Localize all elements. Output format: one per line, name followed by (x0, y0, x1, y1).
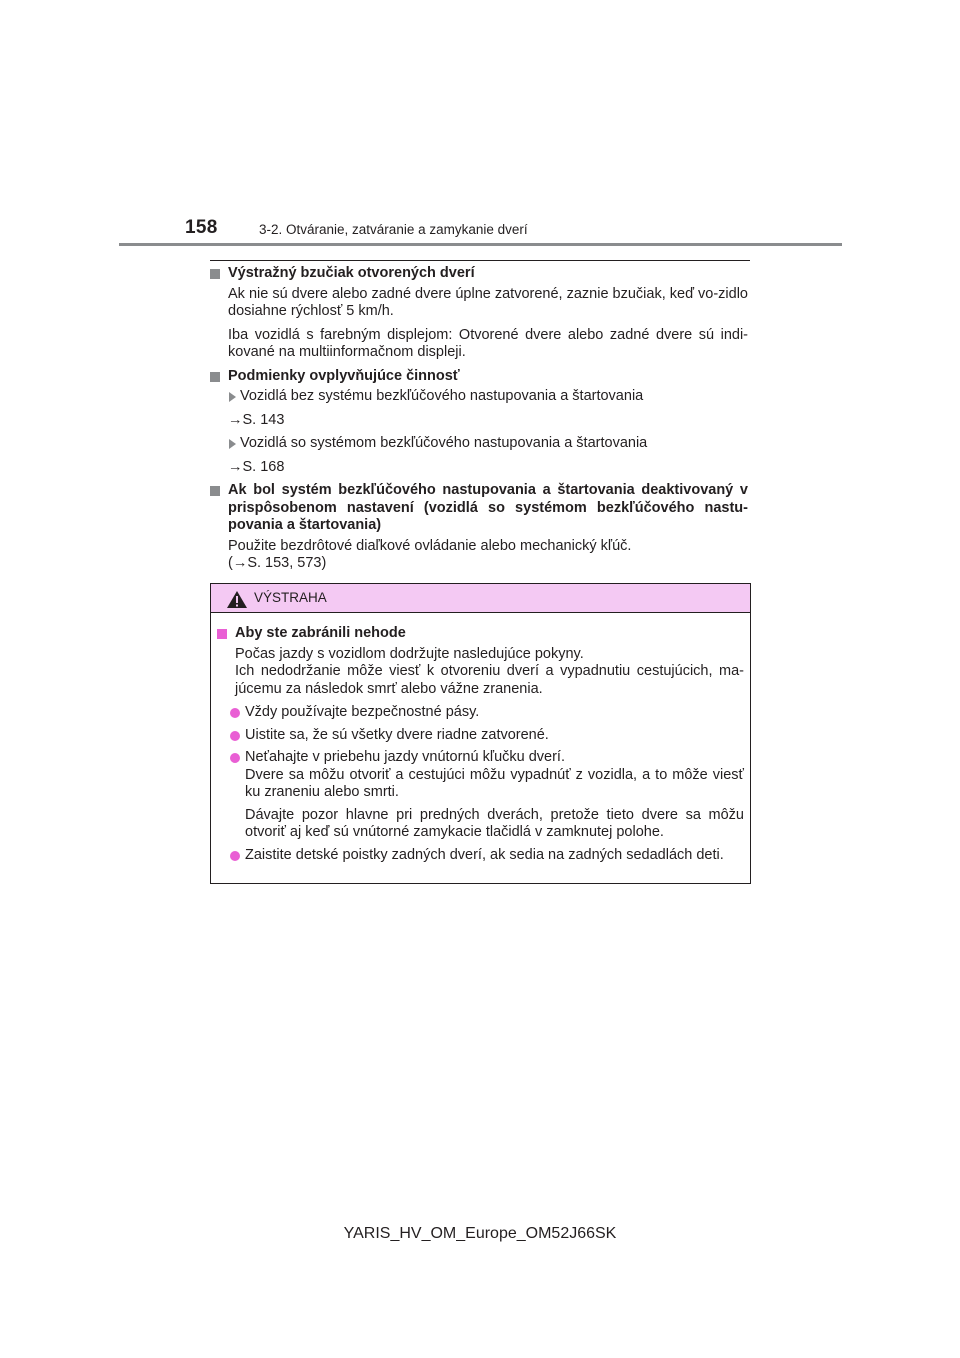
circle-bullet-icon (230, 731, 240, 741)
list-item: Neťahajte v priebehu jazdy vnútornú kľučku dverí. Dvere sa môžu otvoriť a cestujúci môžu vypadnúť z vozidla, a to môže viesť ku zraneniu alebo smrti. Dávajte pozor hlavne pri predných dverách, pretože tieto dvere sa môžu otvoriť aj keď sú vnútorné zamykacie tlačidlá v zamknutej polohe. (229, 749, 744, 842)
page-reference: →S. 143 (228, 411, 285, 428)
warning-intro: Počas jazdy s vozidlom dodržujte nasledujúce pokyny. Ich nedodržanie môže viesť k otvoreniu dverí a vypadnutiu cestujúcich, ma-júcemu za následok smrť alebo vážne zranenia. (235, 645, 744, 697)
square-bullet-icon (210, 372, 220, 382)
section-buzzer (210, 265, 748, 362)
list-item: Zaistite detské poistky zadných dverí, ak sedia na zadných sedadlách deti. (229, 847, 744, 865)
circle-bullet-icon (230, 708, 240, 718)
top-rule (210, 260, 750, 261)
main-content (210, 265, 748, 579)
list-item: Vozidlá so systémom bezkľúčového nastupovania a štartovania (228, 435, 748, 453)
square-bullet-icon (210, 486, 220, 496)
paragraph: Použite bezdrôtové diaľkové ovládanie alebo mechanický kľúč. (→S. 153, 573) (228, 537, 632, 571)
section-title: Výstražný bzučiak otvorených dverí (210, 265, 748, 283)
warning-header (211, 584, 750, 613)
triangle-bullet-icon (229, 439, 236, 449)
section-title: Podmienky ovplyvňujúce činnosť (210, 368, 748, 386)
section-title: Ak bol systém bezkľúčového nastupovania a štartovania deaktivovaný v prispôsobenom nastavení (vozidlá so systémom bezkľúčového nastu-povania a štartovania) (210, 482, 748, 535)
warning-title: Aby ste zabránili nehode (217, 625, 744, 643)
triangle-bullet-icon (229, 392, 236, 402)
square-bullet-icon (210, 269, 220, 279)
paragraph: Ak nie sú dvere alebo zadné dvere úplne zatvorené, zaznie bzučiak, keď vo-zidlo dosiahne rýchlosť 5 km/h. (228, 285, 748, 319)
document-code: YARIS_HV_OM_Europe_OM52J66SK (343, 1225, 617, 1242)
page-reference: →S. 168 (228, 458, 285, 475)
paragraph: Iba vozidlá s farebným displejom: Otvorené dvere alebo zadné dvere sú indi-kované na multiinformačnom displeji. (228, 326, 748, 360)
circle-bullet-icon (230, 851, 240, 861)
header-rule (119, 243, 842, 246)
section-conditions (210, 368, 748, 477)
list-item: Vždy používajte bezpečnostné pásy. (229, 704, 744, 722)
section-deactivated (210, 482, 748, 573)
circle-bullet-icon (230, 753, 240, 763)
list-item: Vozidlá bez systému bezkľúčového nastupovania a štartovania (228, 388, 748, 406)
list-item: Uistite sa, že sú všetky dvere riadne zatvorené. (229, 727, 744, 745)
warning-triangle-icon (226, 590, 248, 609)
warning-body (211, 613, 750, 864)
warning-label: VÝSTRAHA (254, 590, 327, 605)
running-head: 3-2. Otváranie, zatváranie a zamykanie dverí (259, 222, 528, 237)
square-bullet-icon (217, 629, 227, 639)
warning-box (210, 583, 751, 884)
page-number: 158 (185, 217, 218, 238)
